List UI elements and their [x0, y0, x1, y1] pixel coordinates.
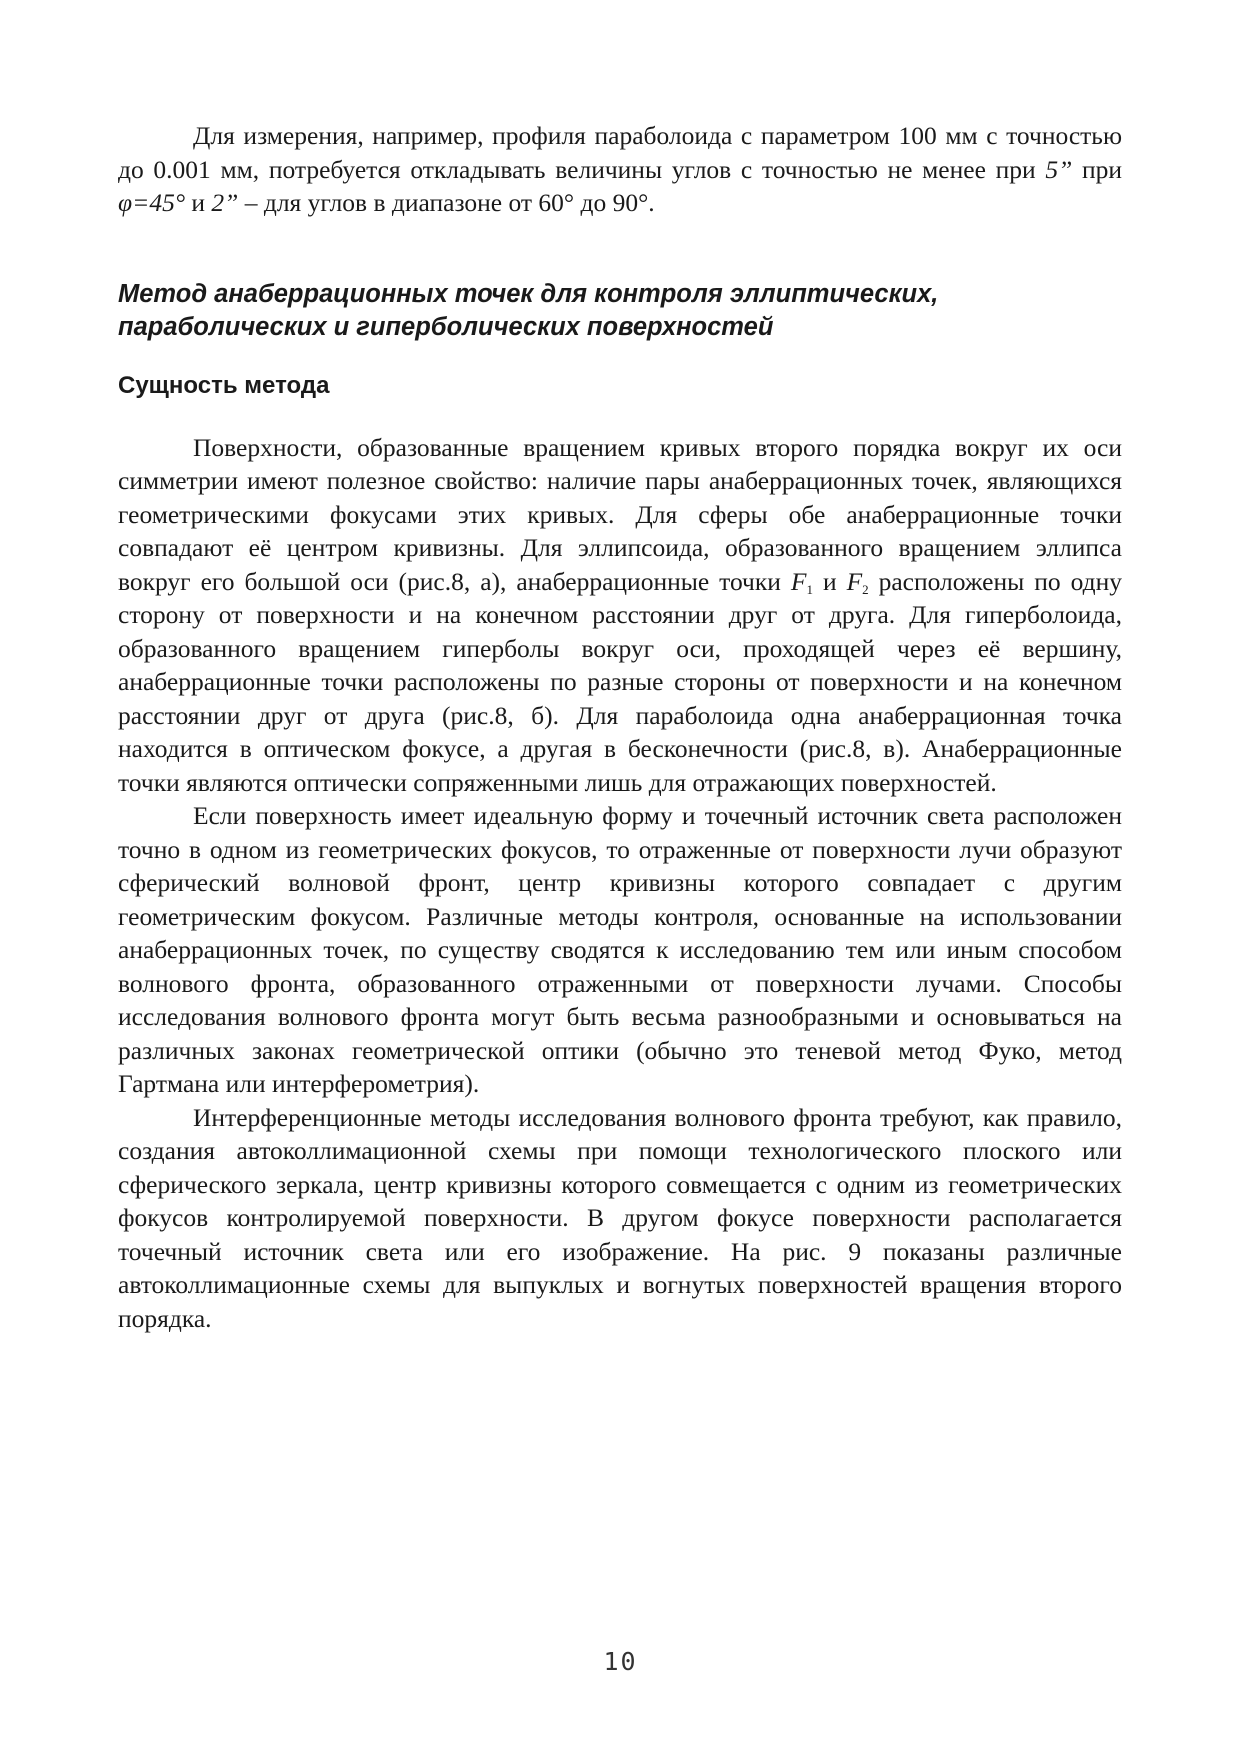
focus-f1	[791, 567, 813, 596]
intro-phi: φ=45°	[118, 188, 186, 217]
essence-paragraph	[118, 431, 1122, 800]
section-title: Метод анаберрационных точек для контроля эллиптических, параболических и гиперболических поверхностей	[118, 279, 939, 341]
subsection-title: Сущность метода	[118, 371, 330, 399]
intro-paragraph	[118, 119, 1122, 220]
page-content	[118, 119, 1122, 1335]
essence-text-1: Поверхности, образованные вращением кривых второго порядка вокруг их оси симметрии имеют полезное свойство: наличие пары анаберрационных точек, являющихся геометрическими фокусами этих кривых. Для сферы обе анаберрационные точки совпадают её центром кривизны. Для эллипсоида, образованного вращением эллипса вокруг его большой оси (рис.8, а), анаберрационные точки	[118, 432, 1122, 596]
interference-paragraph: Интерференционные методы исследования волнового фронта требуют, как правило, создания автоколлимационной схемы при помощи технологического плоского или сферического зеркала, центр кривизны которого совмещается с одним из геометрических фокусов контролируемой поверхности. В другом фокусе поверхности располагается точечный источник света или его изображение. На рис. 9 показаны различные автоколлимационные схемы для выпуклых и вогнутых поверхностей вращения второго порядка.	[118, 1102, 1122, 1333]
focus-f2-letter: F	[846, 566, 863, 596]
essence-and: и	[812, 566, 847, 596]
focus-f1-letter: F	[790, 566, 807, 596]
page-number: 10	[603, 1647, 638, 1676]
intro-text-2: при	[1072, 154, 1122, 184]
wavefront-paragraph: Если поверхность имеет идеальную форму и точечный источник света расположен точно в одном из геометрических фокусов, то отраженные от поверхности лучи образуют сферический волновой фронт, центр кривизны которого совпадает с другим геометрическим фокусом. Различные методы контроля, основанные на использовании анаберрационных точек, по существу сводятся к исследованию тем или иным способом волнового фронта, образованного отраженными от поверхности лучами. Способы исследования волнового фронта могут быть весьма разнообразными и основываться на различных законах геометрической оптики (обычно это теневой метод Фуко, метод Гартмана или интерферометрия).	[118, 801, 1122, 1098]
focus-f2	[847, 567, 869, 596]
essence-text-2: расположены по одну сторону от поверхности и на конечном расстоянии друг от друга. Для гиперболоида, образованного вращением гиперболы вокруг оси, проходящей через её вершину, анаберрационные точки расположены по разные стороны от поверхности и на конечном расстоянии друг от друга (рис.8, б). Для параболоида одна анаберрационная точка находится в оптическом фокусе, а другая в бесконечности (рис.8, в). Анаберрационные точки являются оптически сопряженными лишь для отражающих поверхностей.	[118, 566, 1122, 797]
intro-text-4: – для углов в диапазоне от 60° до 90°.	[238, 188, 655, 217]
intro-text-1: Для измерения, например, профиля параболоида с параметром 100 мм с точностью до 0.001 мм, потребуется откладывать величины углов с точностью не менее при	[118, 121, 1122, 184]
intro-angle-1: 5”	[1045, 154, 1073, 184]
intro-angle-2: 2”	[211, 188, 239, 217]
focus-f1-subscript: 1	[806, 581, 813, 597]
intro-text-3: и	[185, 188, 212, 217]
focus-f2-subscript: 2	[862, 581, 869, 597]
